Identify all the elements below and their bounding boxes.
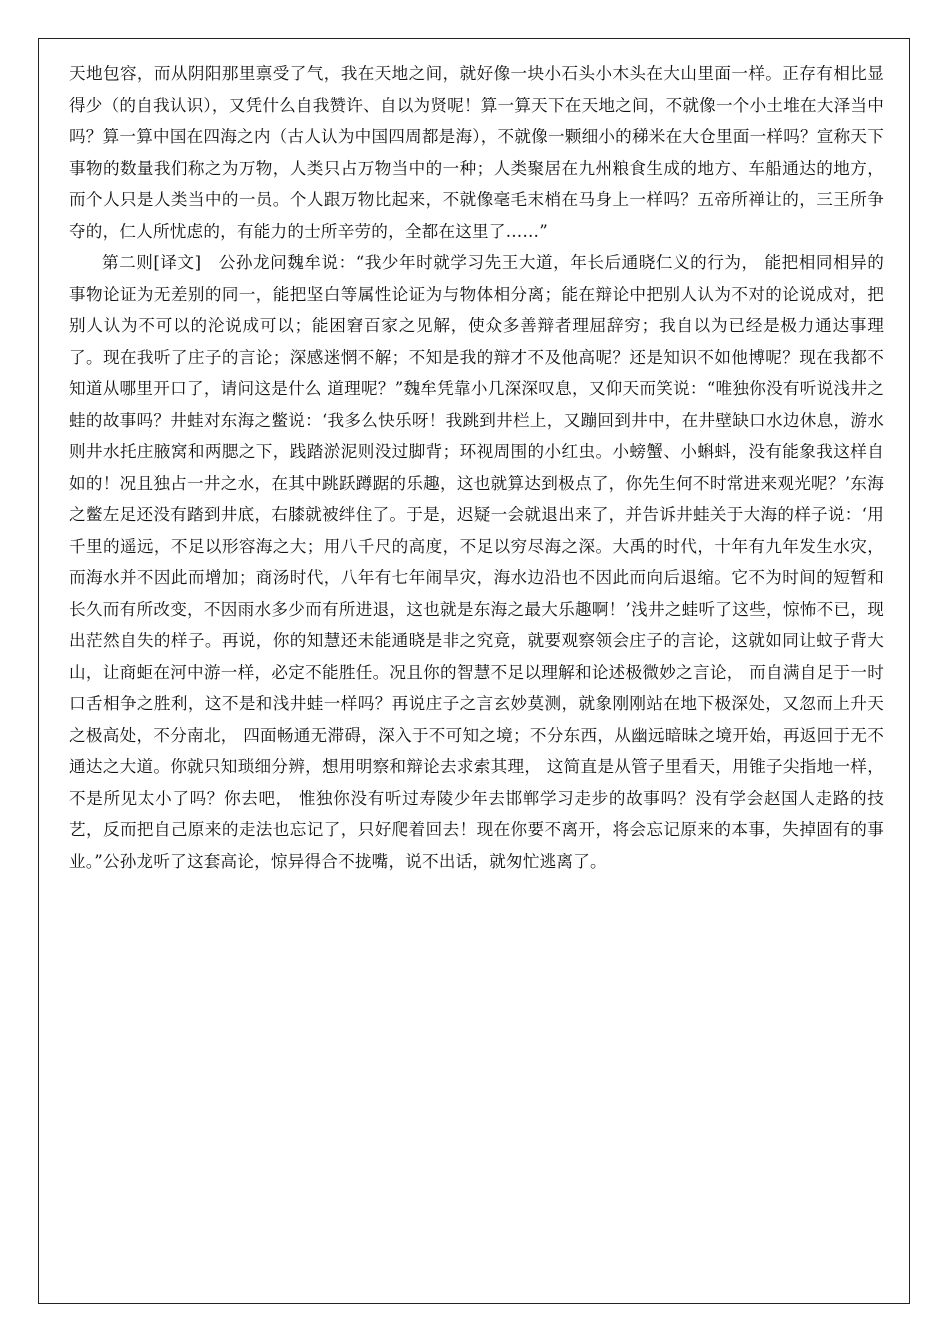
- paragraph-translation-second: 第二则[译文] 公孙龙问魏牟说：“我少年时就学习先王大道，年长后通晓仁义的行为， 能把相同相异的事物论证为无差别的同一，能把坚白等属性论证为与物体相分离；能在辩论中把别人认为不对的论说成对，把别人认为不可以的沦说成可以；能困窘百家之见解，使众多善辩者理屈辞穷；我自以为已经是极力通达事理了。现在我听了庄子的言论；深感迷惘不解；不知是我的辩才不及他高呢？还是知识不如他博呢？现在我都不知道从哪里开口了，请问这是什么 道理呢？”魏牟凭靠小几深深叹息，又仰天而笑说：“唯独你没有听说浅井之蛙的故事吗？井蛙对东海之鳖说：‘我多么快乐呀！我跳到井栏上，又蹦回到井中，在井壁缺口水边休息，游水则井水托庄腋窝和两腮之下，践踏淤泥则没过脚背；环视周围的小红虫。小螃蟹、小蝌蚪，没有能象我这样自如的！况且独占一井之水，在其中跳跃蹲踞的乐趣，这也就算达到极点了，你先生何不时常进来观光呢？’东海之鳖左足还没有踏到井底，右膝就被绊住了。于是，迟疑一会就退出来了，并告诉井蛙关于大海的样子说：‘用千里的遥远，不足以形容海之大；用八千尺的高度，不足以穷尽海之深。大禹的时代，十年有九年发生水灾，而海水并不因此而增加；商汤时代，八年有七年闹旱灾，海水边沿也不因此而向后退缩。它不为时间的短暂和长久而有所改变，不因雨水多少而有所进退，这也就是东海之最大乐趣啊！’浅井之蛙听了这些，惊怖不已，现出茫然自失的样子。再说，你的知慧还未能通晓是非之究竟，就要观察领会庄子的言论，这就如同让蚊子背大山，让商蚷在河中游一样，必定不能胜任。况且你的智慧不足以理解和论述极微妙之言论， 而自满自足于一时口舌相争之胜利，这不是和浅井蛙一样吗？再说庄子之言玄妙莫测，就象刚刚站在地下极深处，又忽而上升天之极高处，不分南北， 四面畅通无滞碍，深入于不可知之境；不分东西，从幽远暗昧之境开始，再返回于无不通达之大道。你就只知琐细分辨，想用明察和辩论去求索其理， 这简直是从管子里看天，用锥子尖指地一样，不是所见太小了吗？你去吧， 惟独你没有听过寿陵少年去邯郸学习走步的故事吗？没有学会赵国人走路的技艺，反而把自己原来的走法也忘记了，只好爬着回去！现在你要不离开，将会忘记原来的本事，失掉固有的事业。”公孙龙听了这套高论，惊异得合不拢嘴，说不出话，就匆忙逃离了。: [69, 253, 884, 871]
- paragraph-continuation: 天地包容，而从阴阳那里禀受了气，我在天地之间，就好像一块小石头小木头在大山里面一样。正存有相比显得少（的自我认识），又凭什么自我赞许、自以为贤呢！算一算天下在天地之间，不就像一个小土堆在大泽当中吗？算一算中国在四海之内（古人认为中国四周都是海），不就像一颗细小的稊米在大仓里面一样吗？宣称天下事物的数量我们称之为万物，人类只占万物当中的一种；人类聚居在九州粮食生成的地方、车船通达的地方，而个人只是人类当中的一员。个人跟万物比起来，不就像毫毛末梢在马身上一样吗？五帝所禅让的，三王所争夺的，仁人所忧虑的，有能力的士所辛劳的，全都在这里了……”: [69, 64, 884, 241]
- document-body: [69, 58, 884, 877]
